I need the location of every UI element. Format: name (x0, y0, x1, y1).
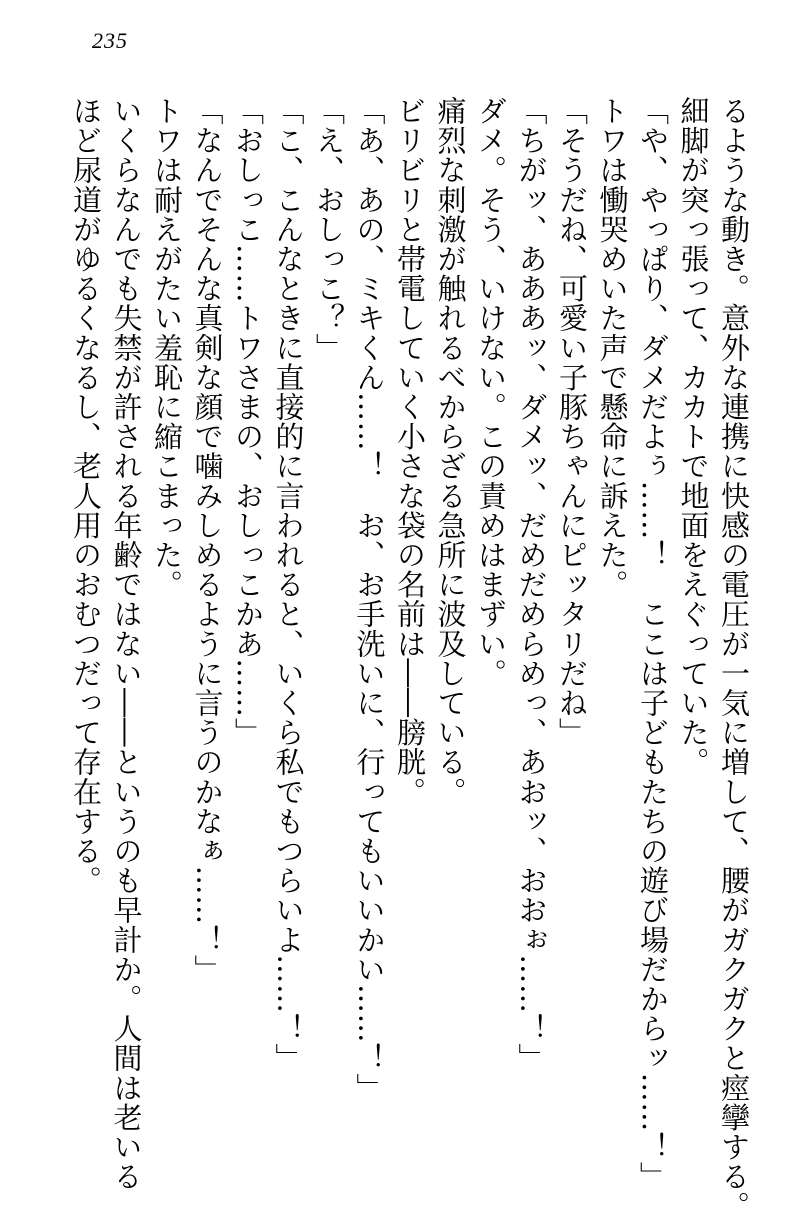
text-line: 「あ、あの、ミキくん……！ お、お手洗いに、行ってもいいかい……！」 (352, 96, 387, 1103)
page-number: 235 (92, 28, 128, 53)
text-line: 「そうだね、可愛い子豚ちゃんにピッタリだね」 (555, 96, 589, 748)
text-line: 「や、やっぱり、ダメだよぅ……！ ここは子どもたちの遊び場だからッ……！」 (636, 96, 670, 1192)
novel-text-body (66, 96, 755, 1221)
text-line: トワは耐えがたい羞恥に縮こまった。 (150, 96, 184, 600)
text-line: いくらなんでも失禁が許される年齢ではない――というのも早計か。人間は老いる (109, 96, 144, 1192)
text-line: るような動き。意外な連携に快感の電圧が一気に増して、腰がガクガクと痙攣する。 (717, 96, 751, 1221)
text-line: 細脚が突っ張って、カカトで地面をえぐっていた。 (676, 96, 711, 777)
text-line: 「ちがッ、あああッ、ダメッ、だめだめらめっ、あおッ、おおぉ……！」 (514, 96, 549, 1073)
text-line: ほど尿道がゆるくなるし、老人用のおむつだって存在する。 (69, 96, 103, 896)
text-line: 「おしっこ……トワさまの、おしっこかあ……」 (231, 96, 265, 748)
text-line: ビリビリと帯電していく小さな袋の名前は――膀胱。 (393, 96, 427, 807)
text-line: 「なんでそんな真剣な顔で噛みしめるように言うのかなぁ……！」 (190, 96, 225, 984)
text-line: トワは慟哭めいた声で懸命に訴えた。 (595, 96, 630, 600)
text-line: 痛烈な刺激が触れるべからざる急所に波及している。 (433, 96, 468, 807)
text-line: ダメ。そう、いけない。この責めはまずい。 (474, 96, 508, 688)
text-line: 「え、おしっこ？」 (312, 96, 346, 363)
text-line: 「こ、こんなときに直接的に言われると、いくら私でもつらいよ……！」 (271, 96, 306, 1073)
